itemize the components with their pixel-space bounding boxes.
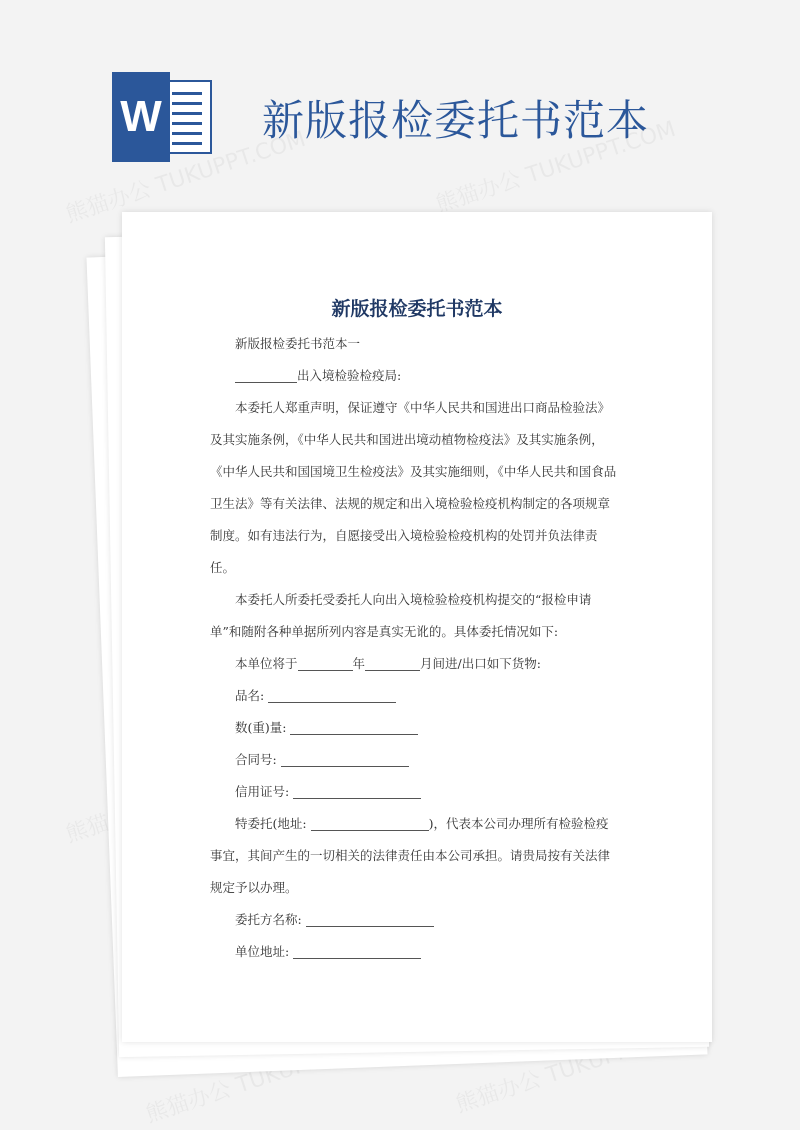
header [0,0,800,200]
paragraph-schedule: 本单位将于 年 月间进/出口如下货物: [235,656,541,671]
field-client-name: 委托方名称: [210,904,620,936]
product-name-blank [268,688,396,703]
word-logo-letter: W [112,72,170,162]
blank-line [235,368,297,383]
page-heading: 新版报检委托书范本 [262,96,650,145]
field-unit-address: 单位地址: [210,936,620,968]
paragraph-special-authorization: 特委托(地址: )，代表本公司办理所有检验检疫事宜，其间产生的一切相关的法律责任由本公司承担。请贵局按有关法律规定予以办理。 [210,816,611,895]
quantity-blank [290,720,418,735]
letter-of-credit-blank [293,784,421,799]
address-blank [311,816,429,831]
paragraph-declaration: 本委托人郑重声明，保证遵守《中华人民共和国进出口商品检验法》及其实施条例，《中华人民共和国进出境动植物检疫法》及其实施条例，《中华人民共和国国境卫生检疫法》及其实施细则，《中华人民共和国食品卫生法》等有关法律、法规的规定和出入境检验检疫机构制定的各项规章制度。如有违法行为，自愿接受出入境检验检疫机构的处罚并负法律责任。 [210,400,617,575]
year-blank [298,656,353,671]
document-title: 新版报检委托书范本 [331,298,503,320]
paragraph-truthfulness: 本委托人所委托受委托人向出入境检验检疫机构提交的“报检申请单”和随附各种单据所列内容是真实无讹的。具体委托情况如下: [210,592,592,639]
month-blank [365,656,420,671]
paragraph-addressee: 出入境检验检疫局: [210,360,620,392]
unit-address-blank [293,944,421,959]
field-letter-of-credit: 信用证号: [210,776,620,808]
document-page [122,212,712,1042]
document-body [210,328,620,968]
field-product-name: 品名: [210,680,620,712]
field-quantity: 数(重)量: [210,712,620,744]
paragraph-intro: 新版报检委托书范本一 [235,336,361,351]
contract-number-blank [281,752,409,767]
field-contract-number: 合同号: [210,744,620,776]
word-document-icon [112,72,216,162]
client-name-blank [306,912,434,927]
